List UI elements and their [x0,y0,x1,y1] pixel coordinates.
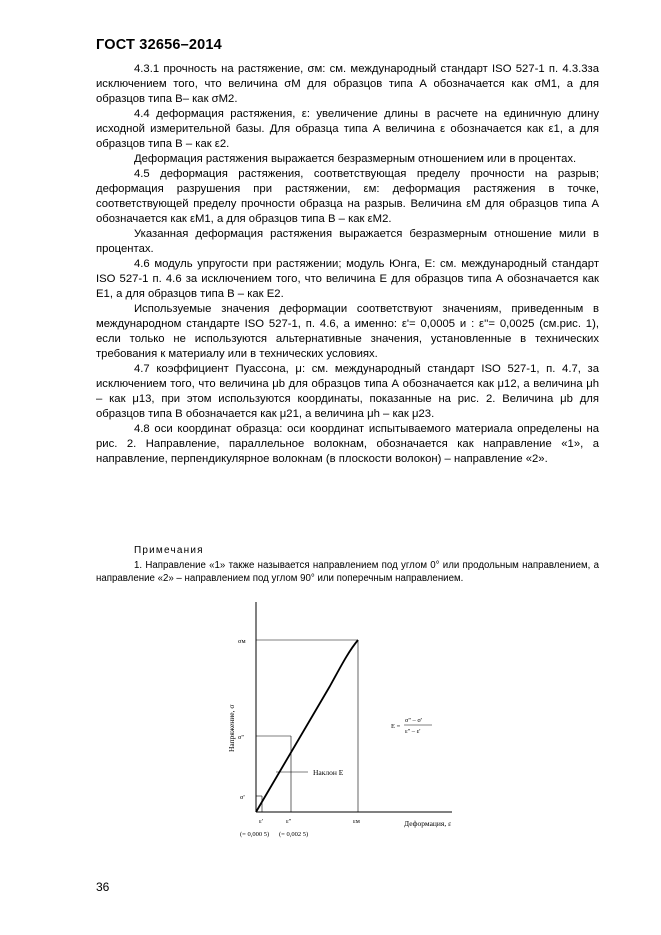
x-value-label: (= 0,000 5) [240,831,270,838]
stress-strain-curve [256,640,358,812]
notes-text: 1. Направление «1» также называется направлением под углом 0° или продольным направлением, а направление «2» – направлением под углом 90° или поперечным направлением. [96,560,599,584]
y-tick-label: σ'' [238,734,244,741]
formula-denominator: ε'' – ε' [405,728,421,735]
paragraph: 4.7 коэффициент Пуассона, μ: см. международный стандарт ISO 527-1, п. 4.7, за исключением того, что величина μb для образцов типа А обозначается как μ12, а величина μh – как μ13, при этом используются координаты, показанные на рис. 2. Величина μb для образцов типа В обозначается как μ21, а величина μh – как μ23. [96,363,599,420]
paragraph: 4.3.1 прочность на растяжение, σм: см. международный стандарт ISO 527-1 п. 4.3.3за исключением того, что величина σМ для образцов типа А обозначается как σМ1, а для образцов типа В– как σМ2. [96,63,599,105]
paragraph: Указанная деформация растяжения выражается безразмерным отношение мили в процентах. [96,228,599,255]
notes-title: Примечания [134,545,204,556]
y-tick-label: σ' [240,794,245,801]
y-axis-label: Напряжение, σ [227,704,236,752]
slope-label: Наклон E [313,768,344,777]
x-axis-label: Деформация, ε [404,819,452,828]
formula-lhs: E = [391,723,401,730]
paragraph: Используемые значения деформации соответствуют значениям, приведенным в международном стандарте ISO 527-1, п. 4.6, а именно: ε'= 0,0005 и : ε''= 0,0025 (см.рис. 1), если только не используются альтернативные значения, установленные в технических требования к материалу или в технических условиях. [96,303,599,360]
page-number: 36 [96,880,110,894]
formula-numerator: σ'' – σ' [405,717,423,724]
x-tick-label: ε' [259,818,263,825]
paragraph: 4.5 деформация растяжения, соответствующая пределу прочности на разрыв; деформация разрушения при растяжении, εм: деформация растяжения в точке, соответствующей пределу прочности образца на разрыв. Величина εМ для образцов типа А обозначается как εМ1, а для образцов типа В – как εМ2. [96,168,599,225]
paragraph: 4.4 деформация растяжения, ε: увеличение длины в расчете на единичную длину исходной измерительной базы. Для образца типа А величина ε обозначается как ε1, а для образцов типа В – как ε2. [96,108,599,150]
paragraph: Деформация растяжения выражается безразмерным отношением или в процентах. [134,153,577,165]
y-tick-label: σм [238,638,246,645]
paragraph: 4.6 модуль упругости при растяжении; модуль Юнга, E: см. международный стандарт ISO 527-1 п. 4.6 за исключением того, что величина E для образцов типа А обозначается как E1, а для образцов типа В – как E2. [96,258,599,300]
x-value-label: (= 0,002 5) [279,831,309,838]
x-tick-label: ε'' [286,818,292,825]
paragraph: 4.8 оси координат образца: оси координат испытываемого материала определены на рис. 2. Направление, параллельное волокнам, обозначается как направление «1», а направление, перпендикулярное волокнам (в плоскости волокон) – направление «2». [96,423,599,465]
x-tick-label: εм [353,818,360,825]
document-header: ГОСТ 32656–2014 [96,37,222,53]
